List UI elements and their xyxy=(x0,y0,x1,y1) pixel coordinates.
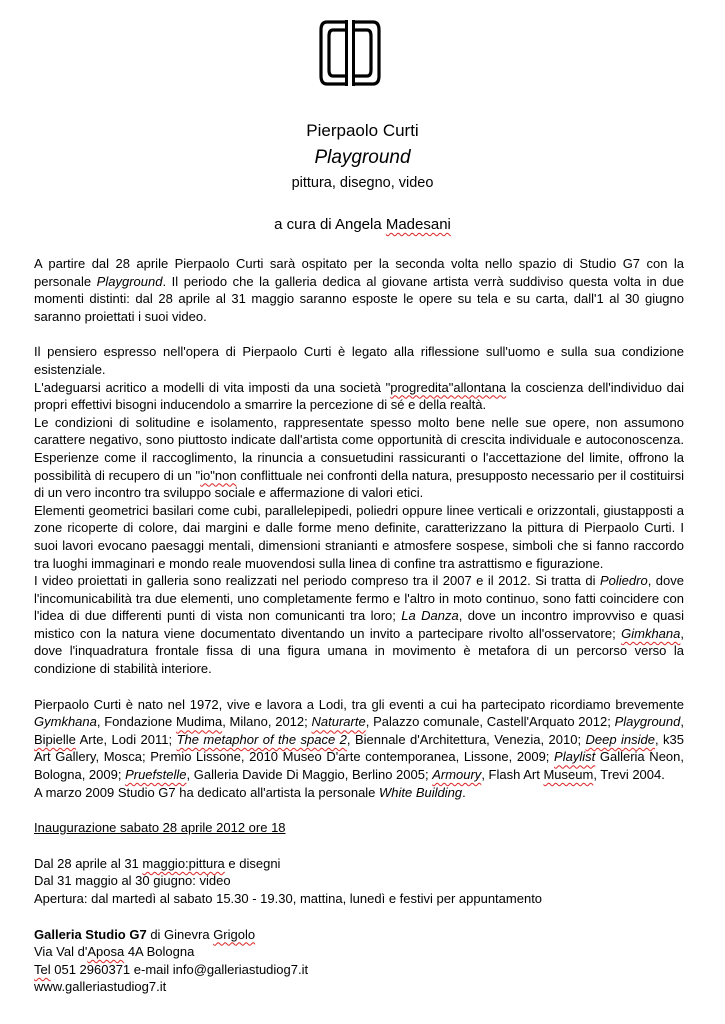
gallery-website[interactable]: www.galleriastudiog7.it xyxy=(34,979,167,995)
opening-hours: Apertura: dal martedì al sabato 15.30 - 19.30, mattina, lunedì e festivi per appuntamento xyxy=(34,891,543,906)
concept-paragraph-3: Le condizioni di solitudine e isolamento, rappresentate spesso molto bene nelle sue opere, non assumono carattere negativo, sono piuttosto indicate dall'artista come opportunità di crescita individuale e autoconoscenza. Esperienze come il raccoglimento, la rinuncia a consuetudini rassicuranti o l'accettazione del limite, offrono la possibilità di recupero di un "io"non conflittuale nei confronti della natura, presupposto necessario per il costituirsi di un vero incontro tra sviluppo sociale e affermazione di valori etici. xyxy=(34,414,684,501)
intro-paragraph: A partire dal 28 aprile Pierpaolo Curti sarà ospitato per la seconda volta nello spazio di Studio G7 con la personale Playground. Il periodo che la galleria dedica al giovane artista verrà suddiviso questa volta in due momenti distinti: dal 28 aprile al 31 maggio saranno esposte le opere su tela e su carta, dall'1 al 30 giugno saranno proiettati i suoi video. xyxy=(34,256,684,324)
inauguration-line: Inaugurazione sabato 28 aprile 2012 ore 18 xyxy=(34,820,286,836)
exhibition-title: Playground xyxy=(314,147,411,168)
painting-paragraph: Elementi geometrici basilari come cubi, parallelepipedi, poliedri oppure linee verticali e orizzontali, giustapposti a zone ricoperte di colore, dai margini e dalle forme meno definite, caratterizzano la pittura di Pierpaolo Curti. I suoi lavori evocano paesaggi mentali, dimensioni stranianti e atmosfere sospese, simboli che si fanno raccordo tra luoghi immaginari e mondo reale muovendosi sulla linea di confine tra astrattismo e figurazione. xyxy=(34,502,684,571)
exhibition-subtitle: pittura, disegno, video xyxy=(291,175,434,191)
gallery-contacts: Tel 051 2960371 e-mail info@galleriastudiog7.it xyxy=(34,961,309,977)
artist-name: Pierpaolo Curti xyxy=(306,121,419,140)
gallery-name: Galleria Studio G7 di Ginevra Grigolo xyxy=(34,926,256,942)
curator-line: a cura di Angela Madesani xyxy=(274,216,451,233)
concept-paragraph-2: L'adeguarsi acritico a modelli di vita imposti da una società "progredita"allontana la coscienza dell'individuo dai propri effettivi bisogni inducendolo a smarrire la percezione di sé e della realtà. xyxy=(34,379,685,413)
schedule-line-2: Dal 31 maggio al 30 giugno: video xyxy=(34,873,231,889)
biography-note: A marzo 2009 Studio G7 ha dedicato all'artista la personale White Building. xyxy=(34,784,466,800)
concept-paragraph: Il pensiero espresso nell'opera di Pierpaolo Curti è legato alla riflessione sull'uomo e sulla sua condizione esistenziale. xyxy=(34,344,684,377)
video-paragraph: I video proiettati in galleria sono realizzati nel periodo compreso tra il 2007 e il 2012. Si tratta di Poliedro, dove l'incomunicabilità tra due elementi, uno completamente fermo e l'altro in moto continuo, sono fatti coincidere con l'idea di due differenti punti di vista non comunicanti tra loro; La Danza, dove un incontro improvviso e quasi mistico con la natura viene documentato diventando un invito a partecipare rivolto all'osservatore; Gimkhana, dove l'inquadratura frontale fissa di una figura umana in movimento è metafora di un percorso verso la condizione di stabilità interiore. xyxy=(34,573,684,677)
press-release-body xyxy=(34,255,684,996)
gallery-logo xyxy=(317,18,383,88)
schedule-line-1: Dal 28 aprile al 31 maggio:pittura e disegni xyxy=(34,855,281,871)
gallery-address: Via Val d'Aposa 4A Bologna xyxy=(34,944,195,960)
biography-paragraph: Pierpaolo Curti è nato nel 1972, vive e lavora a Lodi, tra gli eventi a cui ha partecipato ricordiamo brevemente Gymkhana, Fondazione Mudima, Milano, 2012; Naturarte, Palazzo comunale, Castell'Arquato 2012; Playground, Bipielle Arte, Lodi 2011; The metaphor of the space 2, Biennale d'Architettura, Venezia, 2010; Deep inside, k35 Art Gallery, Mosca; Premio Lissone, 2010 Museo D'arte contemporanea, Lissone, 2009; Playlist Galleria Neon, Bologna, 2009; Pruefstelle, Galleria Davide Di Maggio, Berlino 2005; Armoury, Flash Art Museum, Trevi 2004. xyxy=(34,696,684,783)
